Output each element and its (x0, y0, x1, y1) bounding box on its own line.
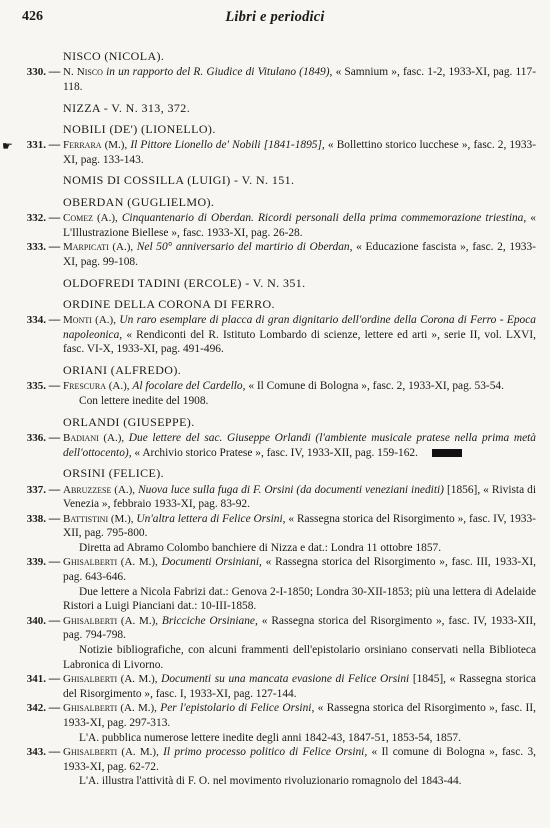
entry-text (63, 672, 536, 701)
entry-text (63, 512, 536, 541)
entry-number: 342. (26, 702, 46, 715)
entry-title: Due lettere del sac. Giuseppe Orlandi (l'ambiente musicale pratese nella prima metà dell'ottocento), (63, 431, 536, 459)
entry-dash: — (48, 139, 61, 152)
entry-source: « Il Comune di Bologna », fasc. 2, 1933-XI, pag. 53-54. (248, 380, 504, 393)
entry-author: Comez (A.), (63, 212, 118, 225)
entry-source: « L'Illustrazione Biellese », fasc. 1933-XI, pag. 26-28. (63, 212, 536, 239)
entry-annotation (14, 541, 536, 556)
entry-title: Al focolare del Cardello, (132, 380, 246, 393)
annotation-text: L'A. illustra l'attività di F. O. nel movimento rivoluzionario romagnolo del 1843-44. (79, 775, 462, 788)
annotation-text: L'A. pubblica numerose lettere inedite degli anni 1842-43, 1847-51, 1853-54, 1857. (79, 731, 461, 744)
section-heading: NISCO (NICOLA). (63, 49, 165, 63)
section-heading: NOMIS DI COSSILLA (LUIGI) - V. N. 151. (63, 173, 295, 188)
entry-text (63, 211, 536, 240)
entry-source: [1845], « Rassegna storica del Risorgimento », fasc. I, 1933-XI, pag. 127-144. (63, 673, 536, 700)
entry-source: [1856], « Rivista di Venezia », febbraio 1933-XI, pag. 83-92. (63, 483, 536, 511)
entry-author: Monti (A.), (63, 314, 116, 327)
entry-title: Per l'epistolario di Felice Orsini, (160, 702, 315, 715)
entry-number: 330. (26, 66, 46, 79)
entry-title: Un raro esemplare di placca di gran dignitario dell'ordine della Corona di Ferro - Epoca napoleonica, (63, 314, 536, 341)
bibliography-entry (14, 701, 536, 730)
entry-annotation (14, 394, 536, 409)
bibliography-entry (14, 483, 536, 512)
entry-text (63, 555, 536, 584)
entry-number: 343. (26, 746, 46, 759)
entry-text (63, 745, 536, 774)
entry-author: Ghisalberti (A. M.), (63, 673, 158, 686)
bibliography-entry (14, 512, 536, 541)
entry-author: Ghisalberti (A. M.), (63, 614, 159, 627)
entry-annotation (14, 643, 536, 672)
entry-dash: — (48, 66, 61, 79)
section-heading: NOBILI (DE') (LIONELLO). (63, 121, 216, 136)
annotation-text: Notizie bibliografiche, con alcuni frammenti dell'epistolario orsiniano conservati nella Biblioteca Labronica di Livorno. (63, 644, 536, 671)
bibliography-list (2, 46, 537, 789)
bibliography-entry (14, 240, 536, 269)
entry-dash: — (48, 746, 61, 759)
entry-dash: — (48, 241, 61, 254)
entry-dash: — (48, 512, 61, 525)
entry-source: « Rassegna storica del Risorgimento », fasc. III, 1933-XI, pag. 643-646. (63, 556, 536, 584)
entry-title: in un rapporto del R. Giudice di Vitulano (1849), (106, 66, 333, 79)
entry-author: Abruzzese (A.), (63, 483, 136, 496)
bibliography-entry (14, 555, 536, 584)
entry-number: 339. (26, 556, 46, 569)
bibliography-entry (14, 745, 536, 774)
bibliography-entry (14, 211, 536, 240)
entry-text (63, 483, 536, 512)
entry-number: 341. (26, 673, 46, 686)
section-heading: NIZZA - V. N. 313, 372. (63, 100, 191, 115)
entry-author: Ghisalberti (A. M.), (63, 746, 159, 759)
entry-text (63, 240, 536, 269)
page-number: 426 (22, 9, 43, 24)
entry-title: Nel 50° anniversario del martirio di Oberdan, (136, 241, 353, 254)
entry-text (63, 431, 536, 460)
entry-title: Nuova luce sulla fuga di F. Orsini (da documenti veneziani inediti) (138, 483, 444, 496)
entry-number: 333. (26, 241, 46, 254)
entry-annotation (14, 731, 536, 746)
section-heading: ORIANI (ALFREDO). (63, 363, 182, 378)
pointing-hand-icon: ☛ (2, 139, 13, 154)
bibliography-entry (14, 614, 536, 643)
entry-source: « Archivio storico Pratese », fasc. IV, 1933-XII, pag. 159-162. (134, 446, 418, 459)
page-header (0, 8, 550, 30)
entry-title: Documenti Orsiniani, (161, 556, 262, 569)
entry-text (63, 701, 536, 730)
entry-number: 336. (26, 431, 46, 444)
entry-number: 332. (26, 212, 46, 225)
entry-title: Documenti su una mancata evasione di Felice Orsini (161, 673, 410, 686)
entry-source: « Il comune di Bologna », fasc. 3, 1933-XI, pag. 62-72. (63, 746, 536, 773)
entry-dash: — (48, 673, 61, 686)
entry-dash: — (48, 431, 61, 444)
entry-dash: — (48, 483, 61, 496)
entry-dash: — (48, 380, 61, 393)
entry-author: Frescura (A.), (63, 380, 130, 393)
entry-author: Marpicati (A.), (63, 241, 134, 254)
entry-author: Ferrara (M.), (63, 139, 128, 152)
bibliography-entry (14, 313, 536, 357)
entry-source: « Rassegna storica del Risorgimento », fasc. IV, 1933-XII, pag. 795-800. (63, 512, 536, 540)
annotation-text: Diretta ad Abramo Colombo banchiere di Nizza e dat.: Londra 11 ottobre 1857. (79, 541, 442, 554)
entry-dash: — (48, 314, 61, 327)
entry-source: « Samnium », fasc. 1-2, 1933-XI, pag. 117-118. (63, 66, 536, 93)
entry-text (63, 313, 536, 357)
entry-dash: — (48, 212, 61, 225)
bibliography-entry (2, 138, 537, 167)
entry-source: « Rassegna storica del Risorgimento », fasc. II, 1933-XI, pag. 297-313. (63, 702, 536, 729)
entry-title: Il primo processo politico di Felice Orsini, (163, 746, 368, 759)
entry-title: Un'altra lettera di Felice Orsini, (136, 512, 286, 525)
entry-text (63, 138, 536, 167)
section-heading: ORSINI (FELICE). (63, 466, 165, 481)
annotation-text: Con lettere inedite del 1908. (79, 395, 209, 407)
bibliography-entry (14, 431, 536, 460)
entry-text (63, 65, 536, 94)
bibliography-entry (14, 65, 536, 94)
entry-dash: — (48, 614, 61, 627)
entry-author: Badiani (A.), (63, 431, 125, 444)
section-heading: ORLANDI (GIUSEPPE). (63, 414, 195, 429)
entry-title: Il Pittore Lionello de' Nobili [1841-1895], (130, 139, 325, 152)
bibliography-entry (14, 672, 536, 701)
entry-number: 338. (26, 512, 46, 525)
entry-author: Ghisalberti (A. M.), (63, 556, 158, 569)
ink-blot (432, 449, 462, 457)
section-heading: OLDOFREDI TADINI (ERCOLE) - V. N. 351. (63, 275, 306, 290)
entry-number: 337. (26, 483, 46, 496)
section-heading: ORDINE DELLA CORONA DI FERRO. (63, 296, 275, 311)
entry-number: 340. (26, 614, 46, 627)
entry-number: 335. (26, 380, 46, 393)
entry-annotation (14, 774, 536, 789)
entry-author: N. Nisco (63, 66, 103, 79)
entry-author: Ghisalberti (A. M.), (63, 702, 157, 715)
entry-source: « Educazione fascista », fasc. 2, 1933-XI, pag. 99-108. (63, 241, 536, 268)
entry-source: « Bollettino storico lucchese », fasc. 2, 1933-XI, pag. 133-143. (63, 139, 537, 166)
bibliography-entry (14, 379, 536, 394)
entry-author: Battistini (M.), (63, 512, 134, 525)
entry-dash: — (48, 702, 61, 715)
entry-title: Bricciche Orsiniane, (161, 614, 258, 627)
annotation-text: Due lettere a Nicola Fabrizi dat.: Genova 2-I-1850; Londra 30-XII-1853; più una lettera di Adelaide Ristori a Luigi Pianciani dat.: 10-III-1858. (63, 585, 536, 613)
entry-number: 331. (26, 139, 46, 152)
entry-text (63, 379, 536, 394)
running-title: Libri e periodici (225, 9, 325, 25)
entry-dash: — (48, 556, 61, 569)
entry-source: « Rassegna storica del Risorgimento », fasc. IV, 1933-XII, pag. 794-798. (63, 614, 536, 642)
entry-annotation (14, 585, 536, 614)
entry-number: 334. (26, 314, 46, 327)
entry-text (63, 614, 536, 643)
entry-source: « Rendiconti del R. Istituto Lombardo di scienze, lettere ed arti », serie II, vol. LXVI, fasc. VI-X, 1933-XI, pag. 491-496. (63, 328, 536, 356)
section-heading: OBERDAN (GUGLIELMO). (63, 194, 215, 209)
entry-title: Cinquantenario di Oberdan. Ricordi personali della prima commemorazione triestina, (121, 212, 527, 225)
